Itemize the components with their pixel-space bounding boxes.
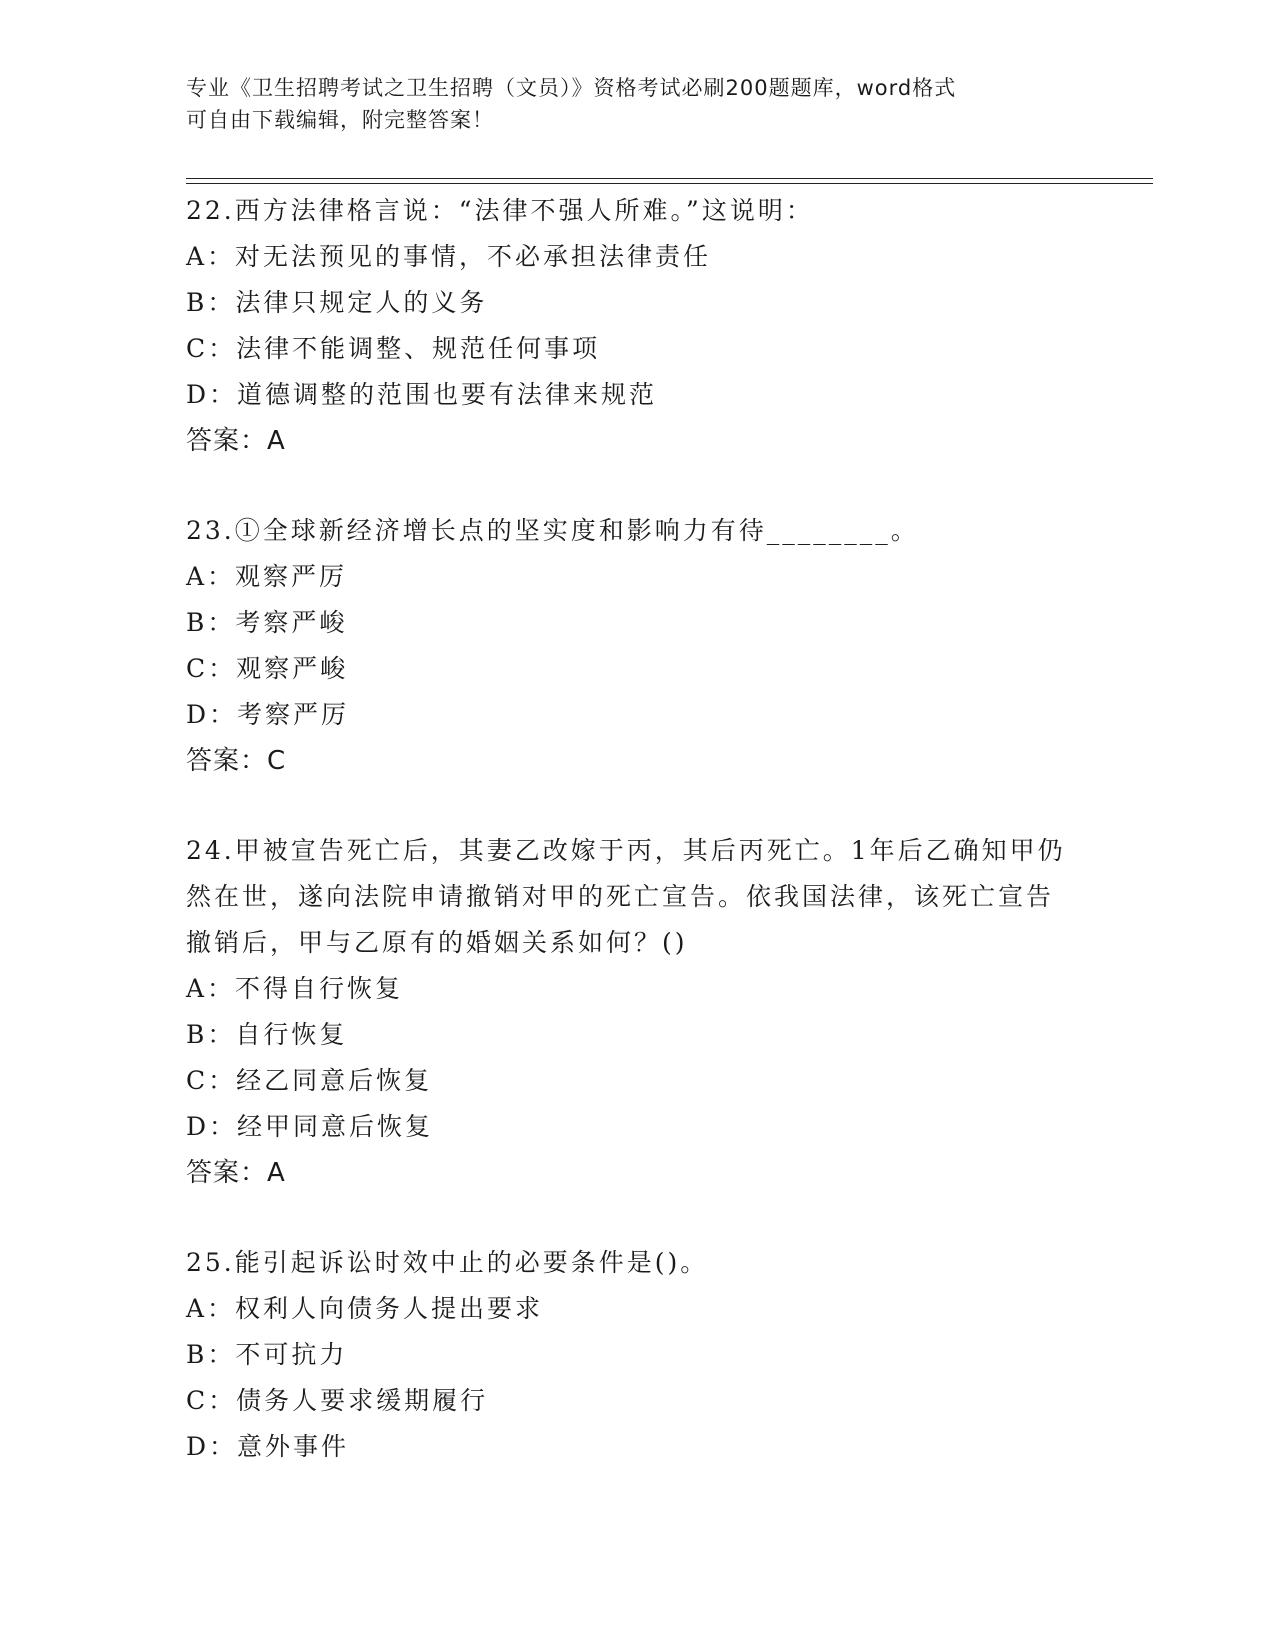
- option-d: D：意外事件: [186, 1432, 350, 1461]
- question-25: [186, 1240, 1066, 1470]
- question-list: [186, 188, 1066, 1470]
- option-d: D：道德调整的范围也要有法律来规范: [186, 380, 658, 409]
- option-a: A：对无法预见的事情，不必承担法律责任: [186, 242, 712, 271]
- question-24: [186, 828, 1066, 1196]
- question-22: [186, 188, 1066, 464]
- option-c: C：观察严峻: [186, 654, 349, 683]
- option-a: A：不得自行恢复: [186, 974, 404, 1003]
- question-stem: 25.能引起诉讼时效中止的必要条件是()。: [186, 1248, 709, 1277]
- document-header: [186, 72, 1066, 136]
- option-b: B：不可抗力: [186, 1340, 348, 1369]
- option-d: D：经甲同意后恢复: [186, 1112, 434, 1141]
- header-line-1: 专业《卫生招聘考试之卫生招聘（文员）》资格考试必刷200题题库，word格式: [186, 76, 957, 100]
- option-c: C：债务人要求缓期履行: [186, 1386, 489, 1415]
- header-divider-bottom: [186, 183, 1153, 184]
- question-spacer: [186, 464, 1066, 508]
- option-d: D：考察严厉: [186, 700, 350, 729]
- question-stem: 24.甲被宣告死亡后，其妻乙改嫁于丙，其后丙死亡。1年后乙确知甲仍然在世，遂向法院申请撤销对甲的死亡宣告。依我国法律，该死亡宣告撤销后，甲与乙原有的婚姻关系如何？(): [186, 836, 1066, 957]
- question-stem: 22.西方法律格言说：“法律不强人所难。”这说明：: [186, 196, 814, 225]
- option-b: B：法律只规定人的义务: [186, 288, 488, 317]
- answer-label: 答案：C: [186, 746, 287, 776]
- option-b: B：自行恢复: [186, 1020, 348, 1049]
- question-spacer: [186, 784, 1066, 828]
- option-a: A：权利人向债务人提出要求: [186, 1294, 544, 1323]
- question-spacer: [186, 1196, 1066, 1240]
- question-stem: 23.①全球新经济增长点的坚实度和影响力有待________。: [186, 516, 919, 545]
- header-line-2: 可自由下载编辑，附完整答案！: [186, 108, 494, 132]
- option-b: B：考察严峻: [186, 608, 348, 637]
- answer-label: 答案：A: [186, 426, 286, 456]
- option-c: C：经乙同意后恢复: [186, 1066, 433, 1095]
- header-divider-top: [186, 178, 1153, 179]
- option-a: A：观察严厉: [186, 562, 348, 591]
- option-c: C：法律不能调整、规范任何事项: [186, 334, 601, 363]
- answer-label: 答案：A: [186, 1158, 286, 1188]
- question-23: [186, 508, 1066, 784]
